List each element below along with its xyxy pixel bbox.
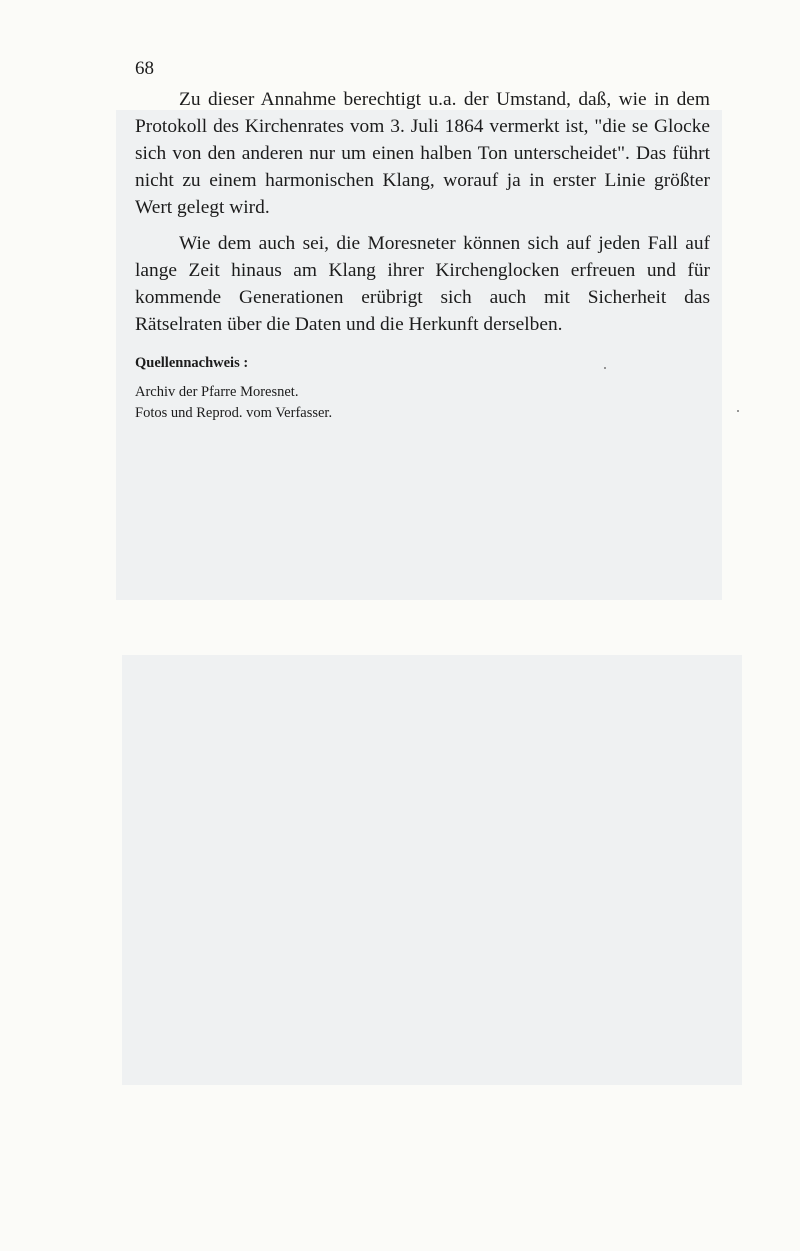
sources-title: Quellennachweis : (135, 355, 249, 371)
paragraph-2: Wie dem auch sei, die Moresneter können sich auf jeden Fall auf lange Zeit hinaus am Klang ihrer Kirchenglocken erfreuen und für kommende Generationen erübrigt sich auch mit Sicherheit das Rätselraten über die Daten und die Herkunft derselben. (135, 233, 710, 335)
source-line-1: Archiv der Pfarre Moresnet. (135, 384, 299, 400)
paper-speck (604, 367, 606, 369)
show-through-bottom (122, 655, 742, 1085)
body-text (135, 86, 710, 347)
paragraph-1: Zu dieser Annahme berechtigt u.a. der Umstand, daß, wie in dem Protokoll des Kirchenrates vom 3. Juli 1864 vermerkt ist, "die se Glocke sich von den anderen nur um einen halben Ton unterscheidet". Das führt nicht zu einem harmonischen Klang, worauf ja in erster Linie größter Wert gelegt wird. (135, 89, 710, 218)
page-number: 68 (135, 58, 154, 79)
paper-speck (737, 410, 739, 412)
sources-section (135, 353, 655, 424)
source-line-2: Fotos und Reprod. vom Verfasser. (135, 405, 333, 421)
